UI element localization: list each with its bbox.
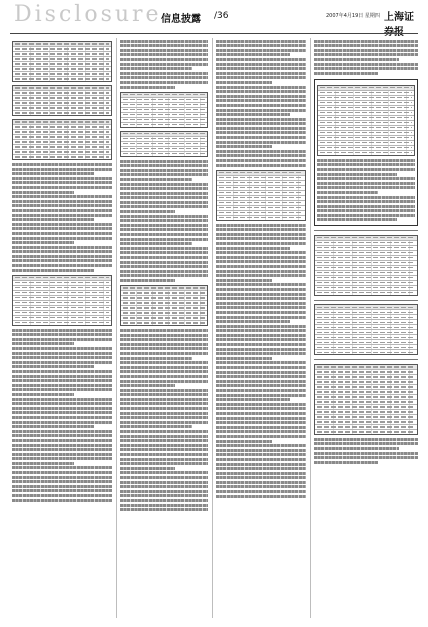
column-divider (310, 38, 311, 618)
table-block (317, 85, 415, 156)
table-block (314, 235, 418, 296)
masthead (10, 0, 418, 33)
section-title: 信息披露 (161, 14, 201, 25)
newspaper-name: 上海证 (384, 12, 414, 23)
table-block (12, 85, 112, 116)
table-block (12, 119, 112, 160)
column-1 (12, 38, 112, 618)
masthead-rule (10, 33, 418, 34)
table-block (314, 304, 418, 355)
table-block (12, 275, 112, 326)
table-block (314, 364, 418, 435)
table-block (120, 285, 208, 326)
column-divider (116, 38, 117, 618)
table-block (120, 131, 208, 157)
issue-date: 2007年4月19日 星期四 (326, 13, 380, 19)
table-block (216, 170, 306, 221)
column-divider (212, 38, 213, 618)
table-block (120, 92, 208, 128)
column-4 (314, 38, 418, 618)
notice-box (314, 79, 418, 226)
column-3 (216, 38, 306, 618)
brand-wordmark: Disclosure (14, 2, 162, 27)
table-block (12, 41, 112, 82)
column-2 (120, 38, 208, 618)
page-number: /36 (214, 11, 229, 21)
